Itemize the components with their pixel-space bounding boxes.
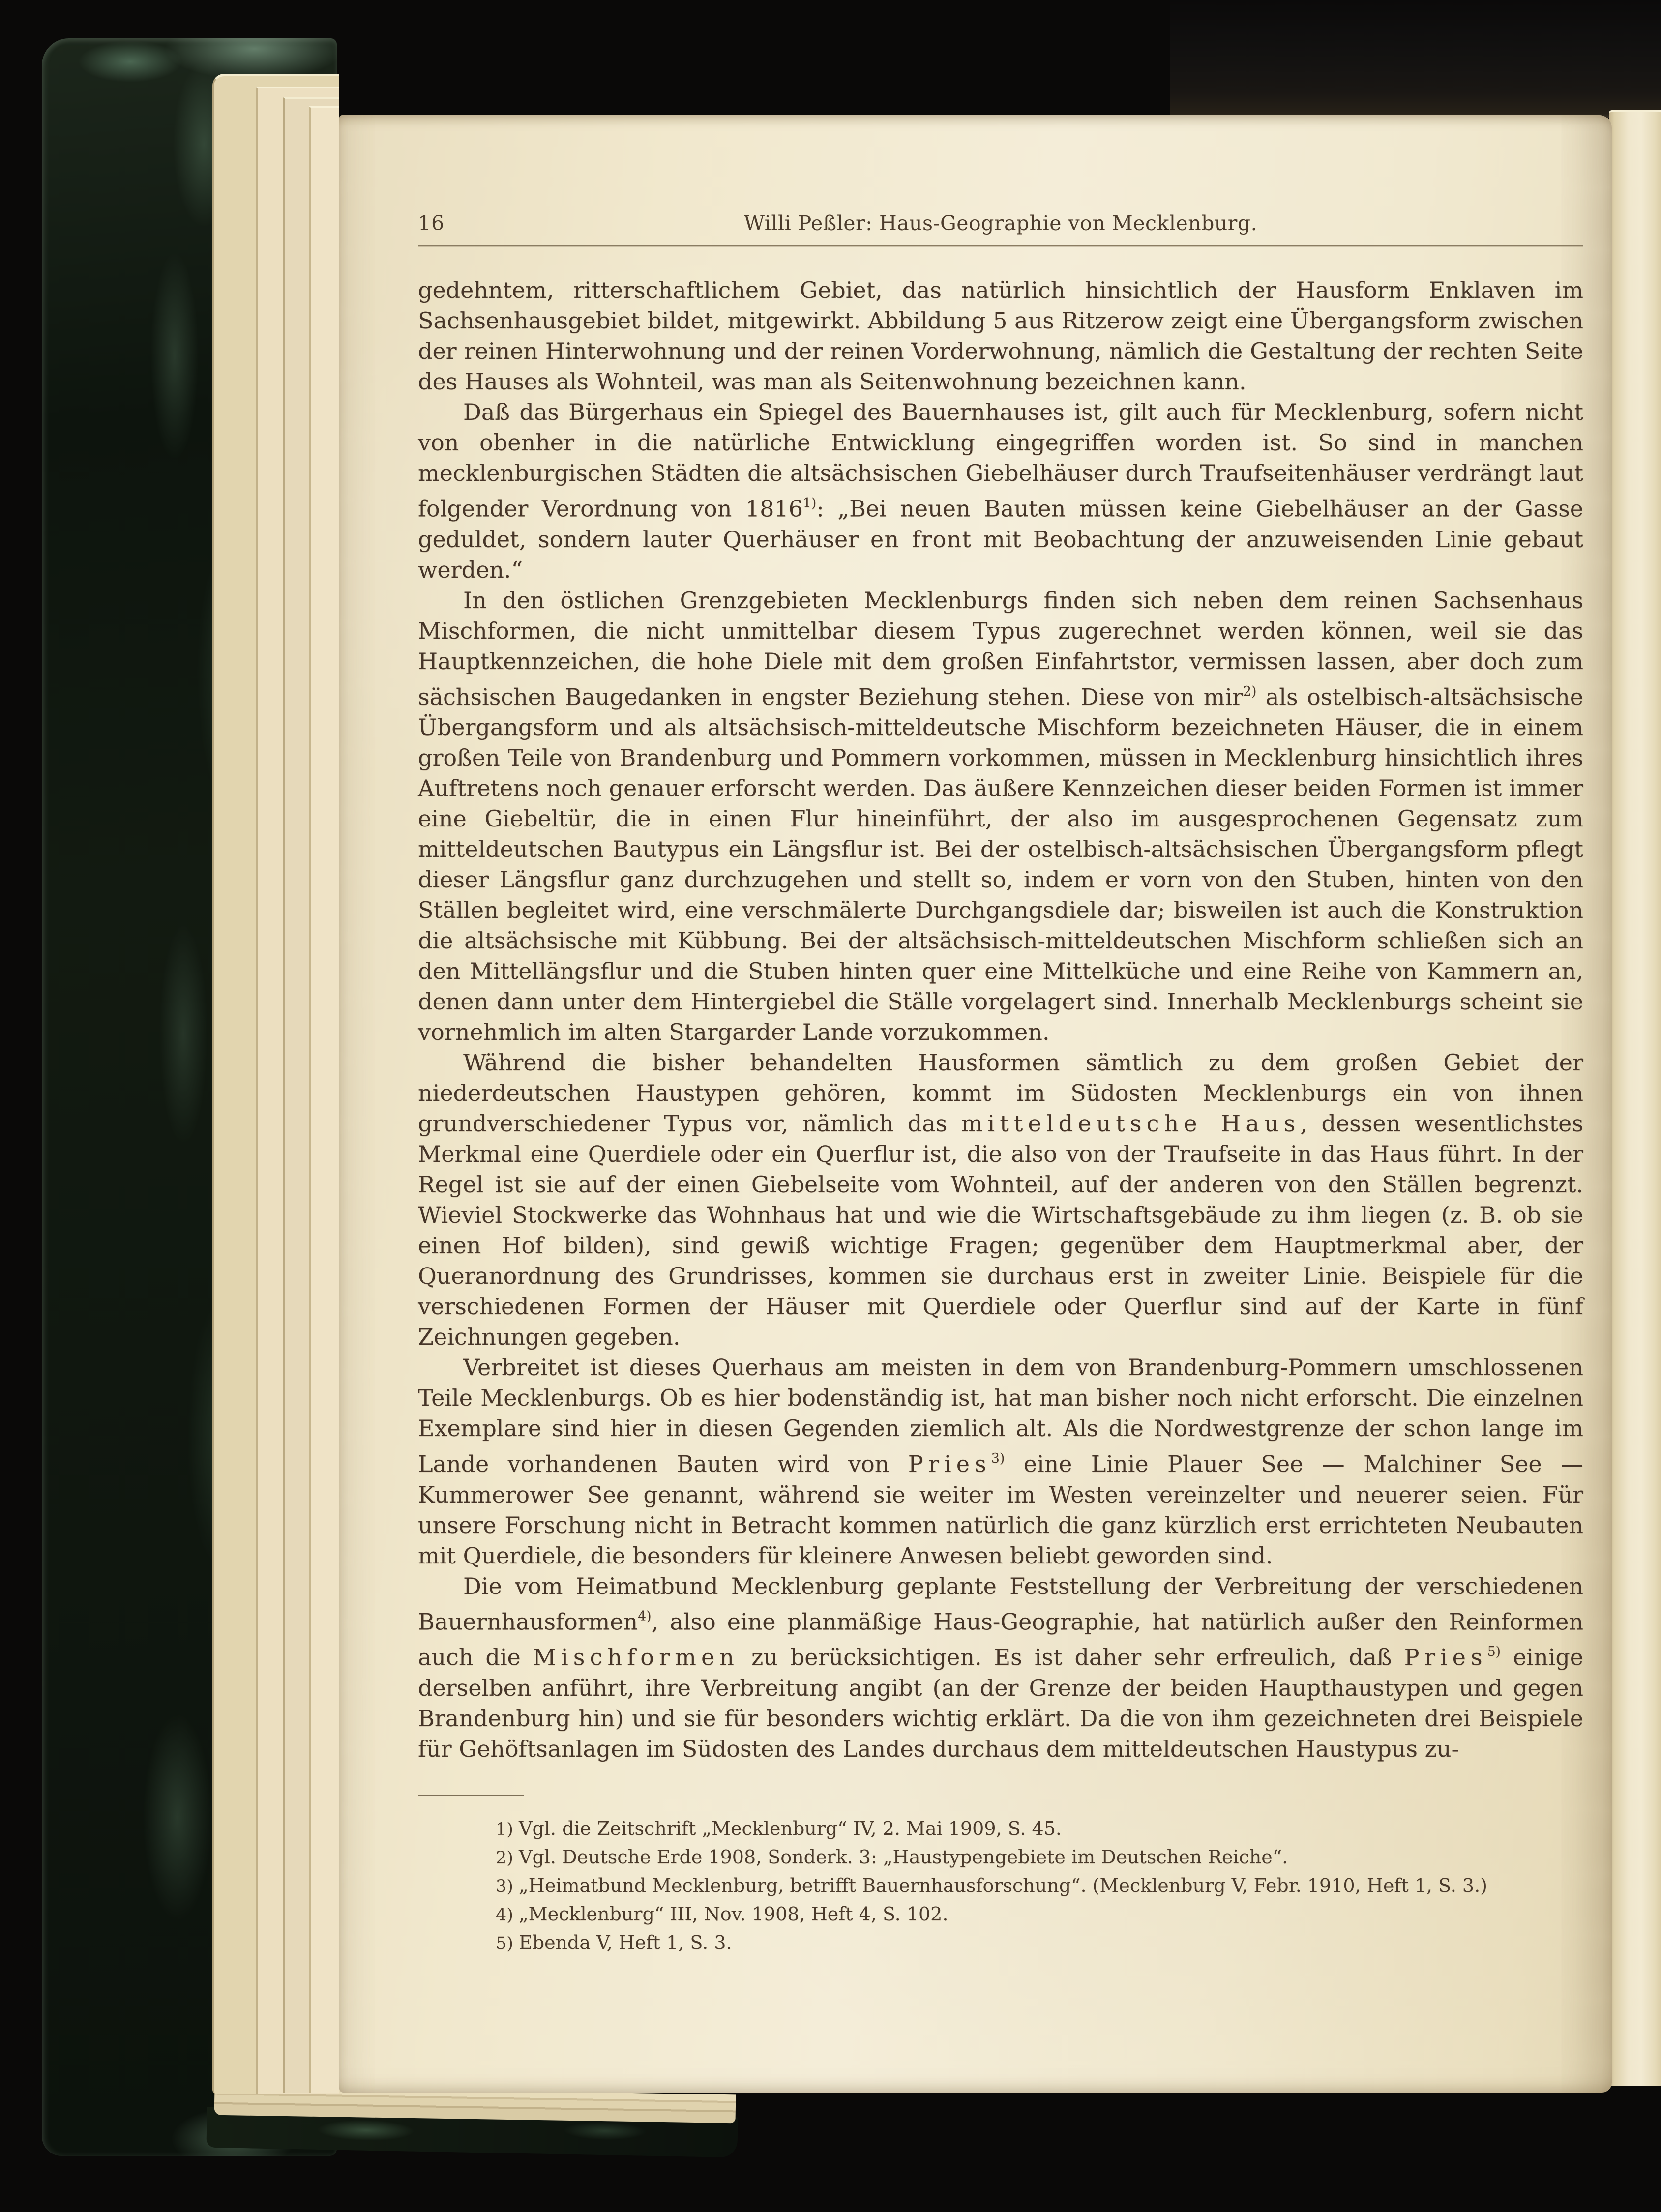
paragraph [418,397,1583,585]
text-segment: Daß das Bürgerhaus ein Spiegel des Bauernhauses ist, gilt auch für Mecklenburg, sofern nicht von obenher in die natürliche Entwicklung eingegriffen worden ist. So sind in manchen mecklenburgischen Städten die altsächsischen Giebelhäuser durch Traufseitenhäuser verdrängt laut folgender Verordnung von 1816 [418,399,1583,522]
paragraph [418,1571,1583,1764]
footnotes [418,1815,1583,1957]
text-segment: Verbreitet ist dieses Querhaus am meisten in dem von Brandenburg-Pommern umschlossenen Teile Mecklenburgs. Ob es hier bodenständig ist, hat man bisher noch nicht erforscht. Die einzelnen Exemplare sind hier in diesen Gegenden ziemlich alt. Als die Nordwestgrenze der schon lange im Lande vorhandenen Bauten wird von [418,1354,1583,1477]
paragraph [418,585,1583,1048]
book-page [339,115,1612,2093]
text-segment: zu berücksichtigen. Es ist daher sehr erfreulich, daß [739,1644,1404,1671]
footnote-separator [418,1795,524,1796]
footnote-ref: 1) [802,496,817,511]
footnote [418,1929,1583,1957]
text-segment: mit Beobachtung der anzuweisenden Linie gebaut werden.“ [418,526,1584,583]
text-segment: en front [870,526,972,553]
footnote [418,1872,1583,1900]
gutter-facing-page [1609,110,1661,2086]
text-segment: Die vom Heimatbund Mecklenburg geplante Feststellung der Verbreitung der verschiedenen Bauernhausformen [418,1572,1583,1635]
page-header [418,211,1583,235]
paragraph [418,1047,1583,1352]
footnote-marker: 3) [496,1876,519,1896]
footnote-text: „Heimatbund Mecklenburg, betrifft Bauernhausforschung“. (Mecklenburg V, Febr. 1910, Heft 1, S. 3.) [519,1874,1488,1896]
text-segment: mitteldeutsche Haus [961,1110,1301,1137]
text-segment: eine Linie Plauer See — Malchiner See — Kummerower See genannt, während sie weiter im Westen vereinzelter und neuerer seien. Für unsere Forschung nicht in Betracht kommen natürlich die ganz kürzlich erst errichteten Neubauten mit Querdiele, die besonders für kleinere Anwesen beliebt geworden sind. [418,1450,1583,1569]
text-segment: Mischformen [533,1644,740,1671]
page-stack-edge [309,106,339,2093]
text-segment: In den östlichen Grenzgebieten Mecklenburgs finden sich neben dem reinen Sachsenhaus Mischformen, die nicht unmittelbar diesem Typus zugerechnet werden können, weil sie das Hauptkennzeichen, die hohe Diele mit dem großen Einfahrtstor, vermissen lassen, aber doch zum sächsischen Baugedanken in engster Beziehung stehen. Diese von mir [418,587,1583,710]
footnote-ref: 5) [1487,1644,1501,1660]
footnote-text: Vgl. die Zeitschrift „Mecklenburg“ IV, 2. Mai 1909, S. 45. [519,1817,1062,1839]
footnote-text: „Mecklenburg“ III, Nov. 1908, Heft 4, S. 102. [519,1903,949,1925]
paragraph [418,1352,1583,1571]
text-segment: , dessen wesentlichstes Merkmal eine Querdiele oder ein Querflur ist, die also von der Traufseite in das Haus führt. In der Regel ist sie auf der einen Giebelseite vom Wohnteil, auf der anderen von den Ställen begrenzt. Wieviel Stockwerke das Wohnhaus hat und wie die Wirtschaftsgebäude zu ihm liegen (z. B. ob sie einen Hof bilden), sind gewiß wichtige Fragen; gegenüber dem Hauptmerkmal aber, der Queranordnung des Grundrisses, kommen sie durchaus erst in zweiter Linie. Beispiele für die verschiedenen Formen der Häuser mit Querdiele oder Querflur sind auf der Karte in fünf Zeichnungen gegeben. [418,1110,1583,1351]
page-number: 16 [418,211,445,235]
text-segment: : „Bei neuen Bauten müssen keine Giebelhäuser an der Gasse geduldet, sondern lauter Querhäuser [418,495,1584,553]
text-segment: Pries [908,1450,991,1477]
footnote-ref: 4) [638,1608,652,1624]
footnote [418,1843,1583,1872]
footnote-marker: 5) [496,1933,519,1953]
text-segment: als ostelbisch-altsächsische Übergangsform und als altsächsisch-mitteldeutsche Mischform bezeichneten Häuser, die in einem großen Teile von Brandenburg und Pommern vorkommen, müssen in Mecklenburg hinsichtlich ihres Auftretens noch genauer erforscht werden. Das äußere Kennzeichen dieser beiden Formen ist immer eine Giebeltür, die in einen Flur hineinführt, der also im ausgesprochenen Gegensatz zum mitteldeutschen Bautypus ein Längsflur ist. Bei der ostelbisch-altsächsischen Übergangsform pflegt dieser Längsflur ganz durchzugehen und stellt so, indem er vorn von den Stuben, hinten von den Ställen begleitet wird, eine verschmälerte Durchgangsdiele dar; bisweilen ist auch die Konstruktion die altsächsische mit Kübbung. Bei der altsächsisch-mitteldeutschen Mischform schließen sich an den Mittellängsflur und die Stuben hinten quer eine Mittelküche und eine Reihe von Kammern an, denen dann unter dem Hintergiebel die Ställe vorgelagert sind. Innerhalb Mecklenburgs scheint sie vornehmlich im alten Stargarder Lande vorzukommen. [418,683,1583,1046]
text-segment: Während die bisher behandelten Hausformen sämtlich zu dem großen Gebiet der niederdeutschen Haustypen gehören, kommt im Südosten Mecklenburgs ein von ihnen grundverschiedener Typus vor, nämlich das [418,1049,1583,1137]
paragraph [418,275,1583,397]
text-segment: , also eine planmäßige Haus-Geographie, hat natürlich außer den Reinformen auch die [418,1608,1583,1671]
text-segment: einige derselben anführt, ihre Verbreitung angibt (an der Grenze der beiden Haupthaustypen und gegen Brandenburg hin) und sie für besonders wichtig erklärt. Da die von ihm gezeichneten drei Beispiele für Gehöftsanlagen im Südosten des Landes durchaus dem mitteldeutschen Haustypus zu- [418,1644,1583,1762]
text-segment: gedehntem, ritterschaftlichem Gebiet, das natürlich hinsichtlich der Hausform Enklaven im Sachsenhausgebiet bildet, mitgewirkt. Abbildung 5 aus Ritzerow zeigt eine Übergangsform zwischen der reinen Hinterwohnung und der reinen Vorderwohnung, nämlich die Gestaltung der rechten Seite des Hauses als Wohnteil, was man als Seitenwohnung bezeichnen kann. [418,277,1583,395]
footnote-marker: 2) [496,1848,519,1868]
footnote [418,1815,1583,1843]
footnote-text: Ebenda V, Heft 1, S. 3. [519,1931,732,1953]
body-text [418,275,1583,1764]
running-title: Willi Peßler: Haus-Geographie von Mecklenburg. [743,211,1258,235]
footnote-marker: 1) [496,1819,519,1839]
text-segment: Pries [1404,1644,1487,1671]
footnote-marker: 4) [496,1905,519,1925]
footnote [418,1900,1583,1929]
footnote-text: Vgl. Deutsche Erde 1908, Sonderk. 3: „Haustypengebiete im Deutschen Reiche“. [519,1846,1288,1868]
footnote-ref: 2) [1243,683,1257,699]
header-rule [418,245,1583,246]
footnote-ref: 3) [991,1451,1005,1467]
book-cover-top-edge [1170,0,1661,118]
